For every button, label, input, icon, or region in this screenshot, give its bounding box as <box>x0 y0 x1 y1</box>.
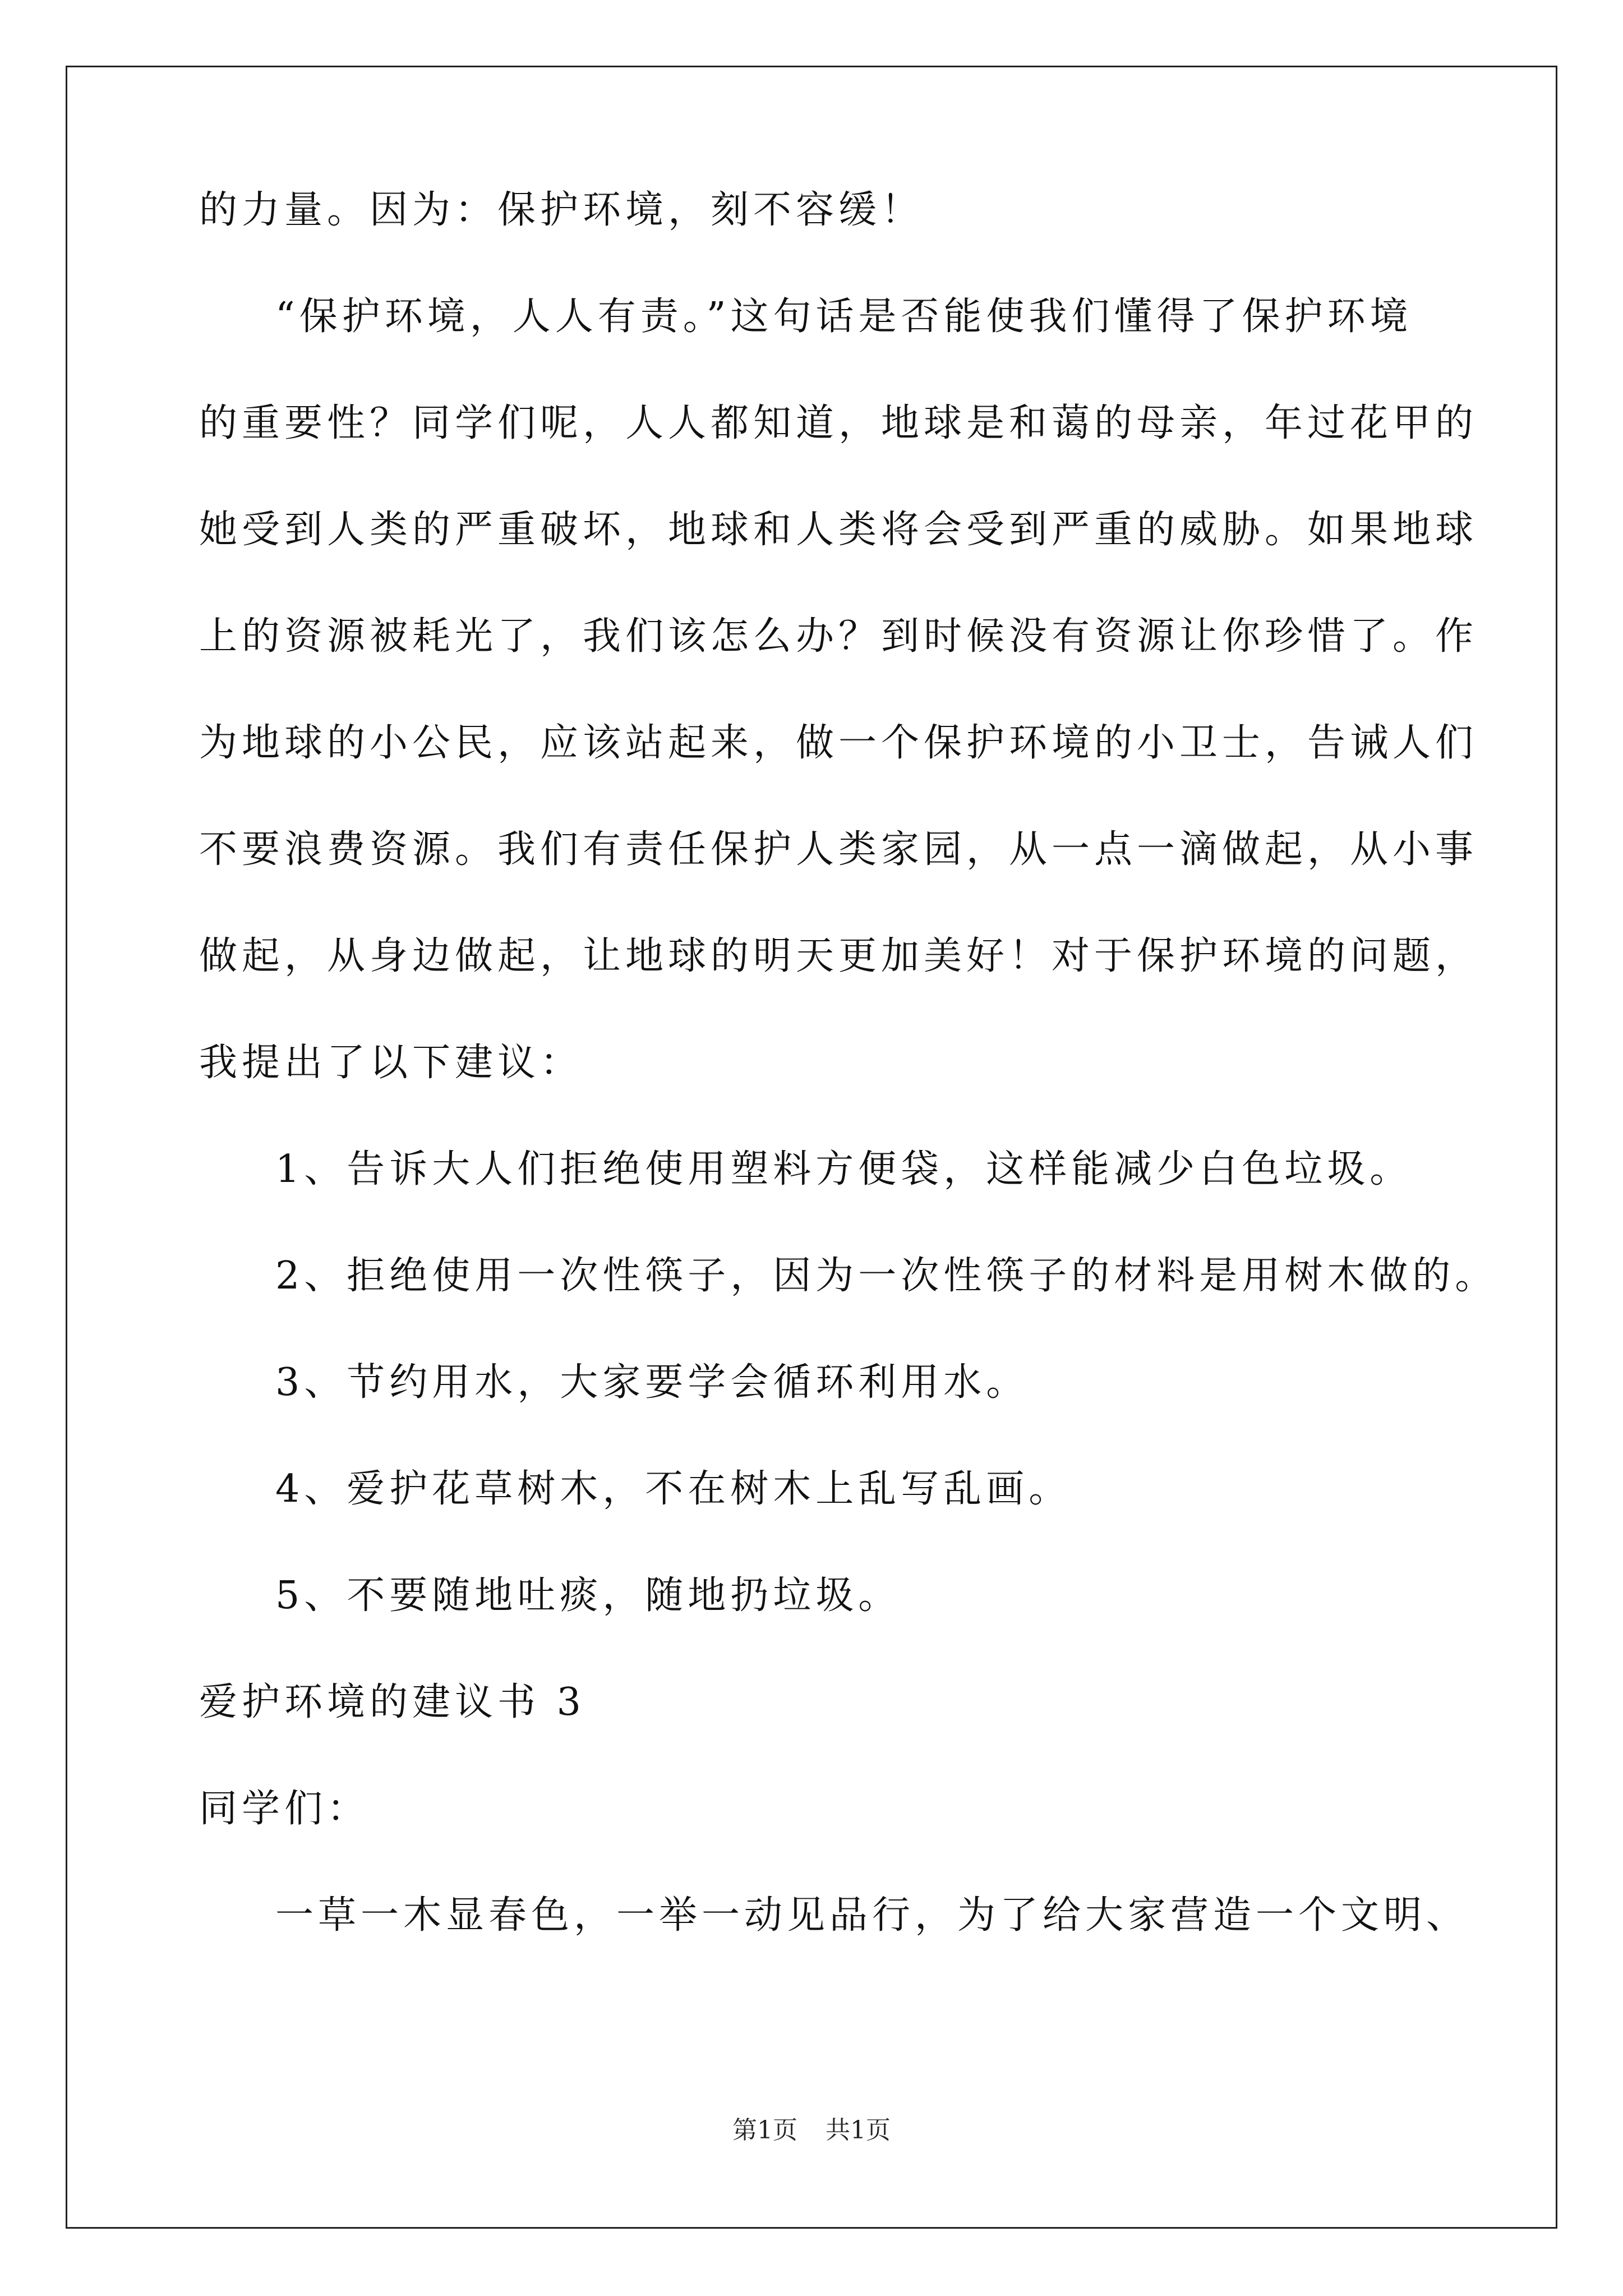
page-total: 共1页 <box>826 2116 891 2145</box>
text-line: 她受到人类的严重破坏，地球和人类将会受到严重的威胁。如果地球 <box>199 508 1478 552</box>
text-line: 的力量。因为：保护环境，刻不容缓！ <box>199 188 924 232</box>
text-line: 的重要性？同学们呢，人人都知道，地球是和蔼的母亲，年过花甲的 <box>199 401 1478 445</box>
text-line: 做起，从身边做起，让地球的明天更加美好！对于保护环境的问题， <box>199 934 1478 978</box>
list-item: 1、告诉大人们拒绝使用塑料方便袋，这样能减少白色垃圾。 <box>275 1147 1413 1191</box>
list-item: 2、拒绝使用一次性筷子，因为一次性筷子的材料是用树木做的。 <box>275 1254 1498 1298</box>
text-line: 为地球的小公民，应该站起来，做一个保护环境的小卫士，告诫人们 <box>199 721 1478 765</box>
text-line: 一草一木显春色，一举一动见品行，为了给大家营造一个文明、 <box>275 1893 1469 1938</box>
text-line: 上的资源被耗光了，我们该怎么办？到时候没有资源让你珍惜了。作 <box>199 614 1478 659</box>
text-line: 我提出了以下建议： <box>199 1041 583 1085</box>
salutation: 同学们： <box>199 1787 370 1831</box>
page-footer <box>0 2114 1623 2147</box>
text-line: 不要浪费资源。我们有责任保护人类家园，从一点一滴做起，从小事 <box>199 827 1478 872</box>
list-item: 3、节约用水，大家要学会循环利用水。 <box>275 1360 1029 1405</box>
page-number: 第1页 <box>732 2116 797 2145</box>
section-title: 爱护环境的建议书 3 <box>199 1680 585 1724</box>
text-line: “保护环境，人人有责。”这句话是否能使我们懂得了保护环境 <box>275 295 1413 339</box>
list-item: 5、不要随地吐痰，随地扔垃圾。 <box>275 1573 901 1618</box>
list-item: 4、爱护花草树木，不在树木上乱写乱画。 <box>275 1467 1072 1511</box>
